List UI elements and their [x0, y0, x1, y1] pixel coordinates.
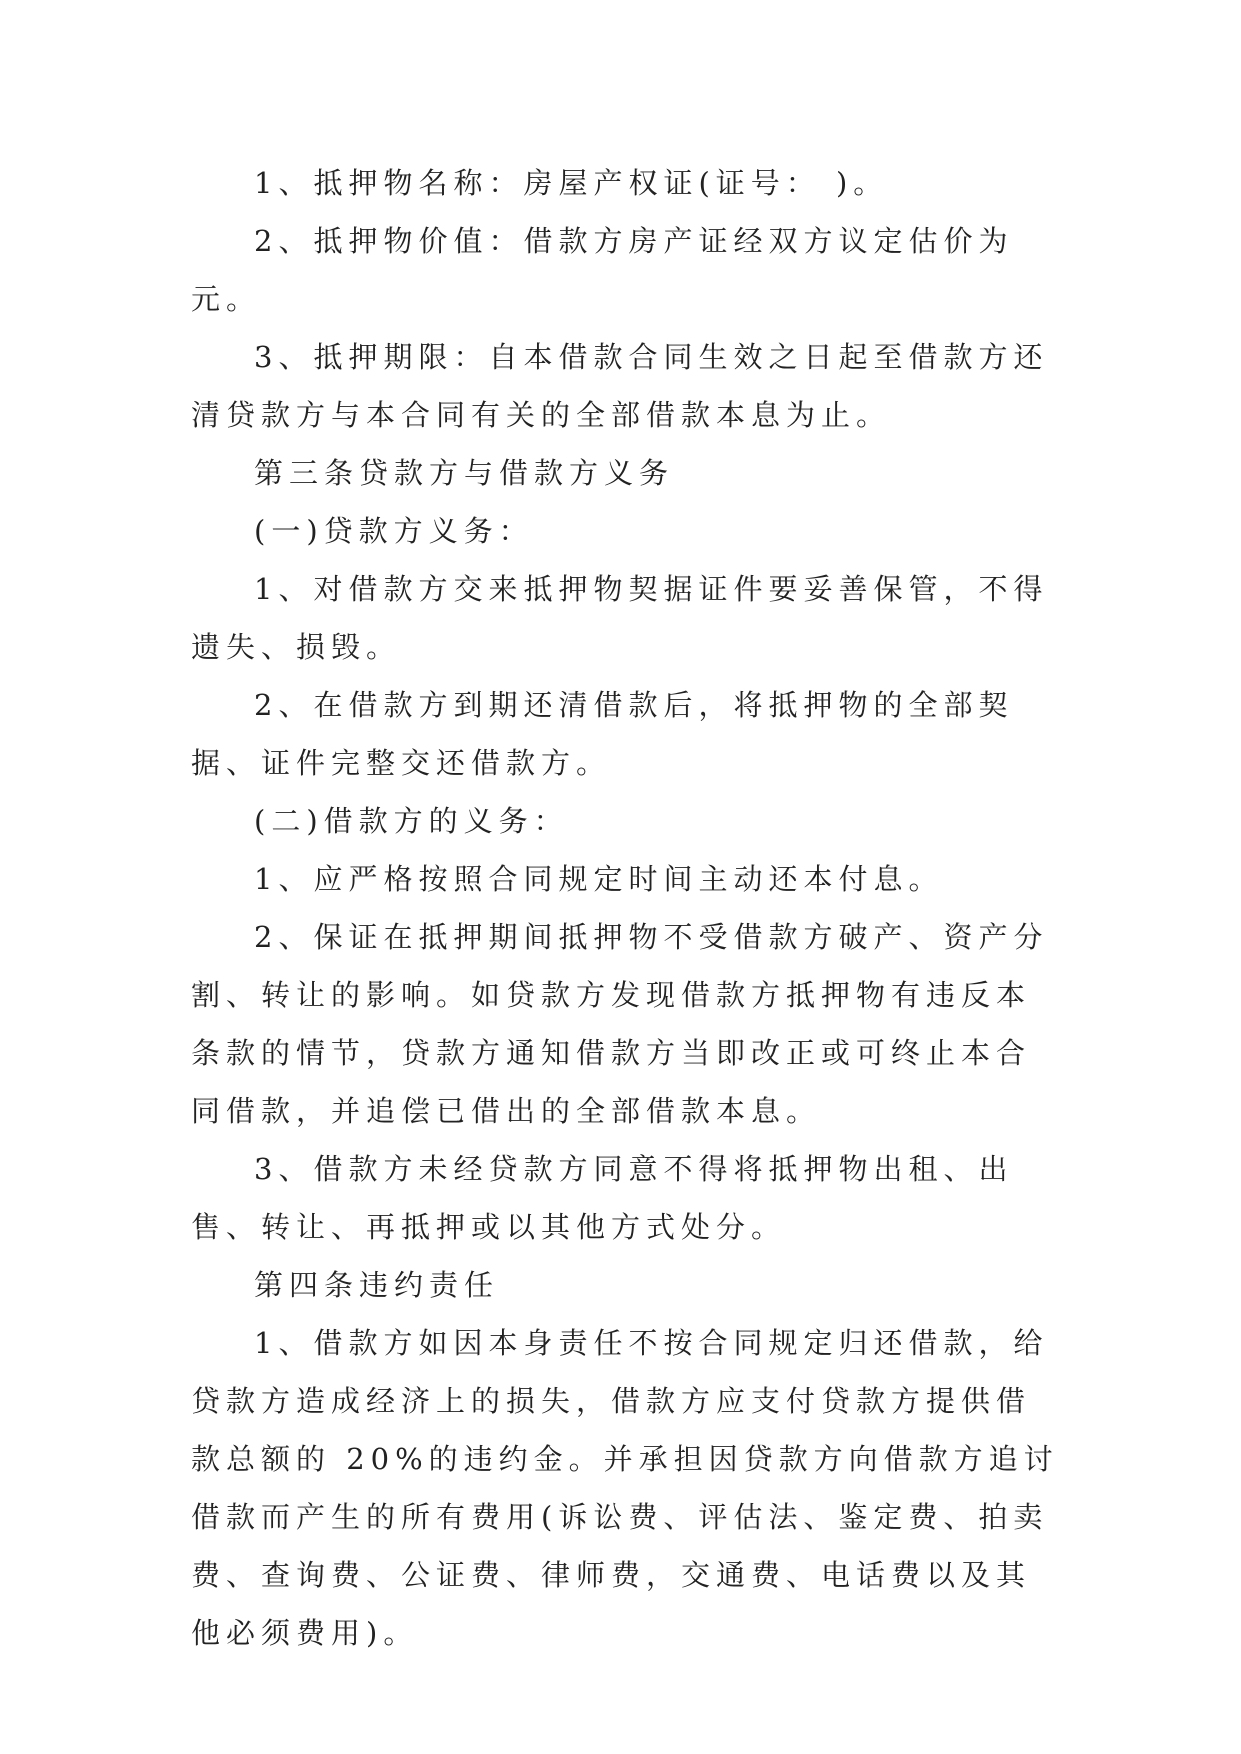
paragraph-lender-obligation-1: 1、对借款方交来抵押物契据证件要妥善保管，不得遗失、损毁。 [191, 572, 1049, 664]
paragraph-lender-obligation-2: 2、在借款方到期还清借款后，将抵押物的全部契据、证件完整交还借款方。 [191, 688, 1014, 780]
document-body [191, 154, 1061, 1662]
paragraph-borrower-obligation-3: 3、借款方未经贷款方同意不得将抵押物出租、出售、转让、再抵押或以其他方式处分。 [191, 1152, 1014, 1244]
paragraph-mortgage-term: 3、抵押期限：自本借款合同生效之日起至借款方还清贷款方与本合同有关的全部借款本息为止。 [191, 340, 1049, 432]
paragraph-breach-liability-1: 1、借款方如因本身责任不按合同规定归还借款，给贷款方造成经济上的损失，借款方应支付贷款方提供借款总额的 20%的违约金。并承担因贷款方向借款方追讨借款而产生的所有费用(诉讼费、评估法、鉴定费、拍卖费、查询费、公证费、律师费，交通费、电话费以及其他必须费用)。 [191, 1326, 1059, 1650]
subheading-borrower-obligations: (二)借款方的义务： [254, 804, 569, 838]
paragraph-borrower-obligation-1: 1、应严格按照合同规定时间主动还本付息。 [254, 862, 944, 896]
paragraph-borrower-obligation-2: 2、保证在抵押期间抵押物不受借款方破产、资产分割、转让的影响。如贷款方发现借款方抵押物有违反本条款的情节，贷款方通知借款方当即改正或可终止本合同借款，并追偿已借出的全部借款本息。 [191, 920, 1049, 1128]
paragraph-collateral-name: 1、抵押物名称：房屋产权证(证号： )。 [254, 166, 889, 200]
paragraph-collateral-value: 2、抵押物价值：借款方房产证经双方议定估价为 元。 [191, 224, 1014, 316]
subheading-lender-obligations: (一)贷款方义务： [254, 514, 534, 548]
section-heading-article-3: 第三条贷款方与借款方义务 [254, 456, 675, 490]
section-heading-article-4: 第四条违约责任 [254, 1268, 500, 1302]
